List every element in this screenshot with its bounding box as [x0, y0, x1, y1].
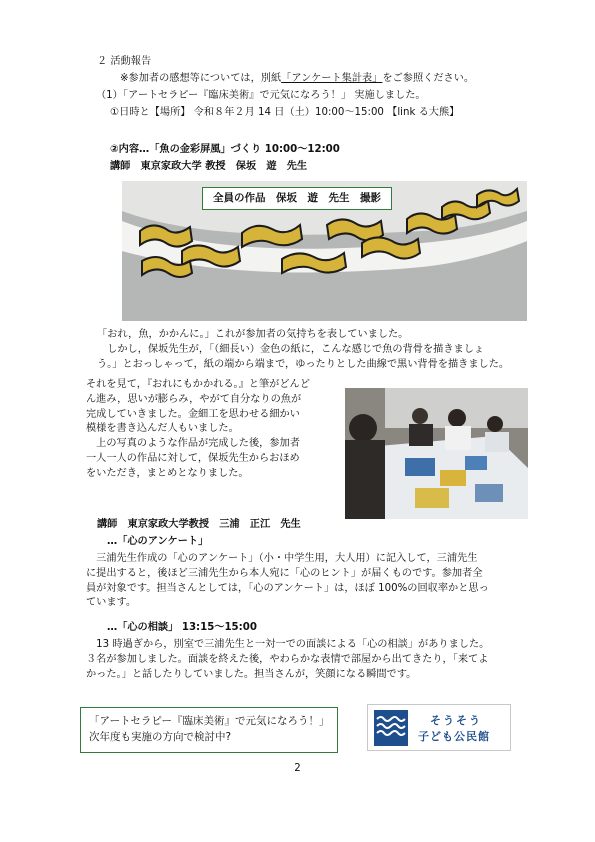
text-line: 一人一人の作品に対して，保坂先生からおほめ	[86, 452, 300, 464]
workshop-photo	[345, 388, 528, 519]
workshop-illustration	[345, 388, 528, 519]
text-line: ん進み，思いが膨らみ，やがて自分なりの魚が	[86, 393, 302, 405]
paragraph-consult	[86, 638, 489, 682]
page-number: 2	[294, 763, 301, 774]
next-year-notice	[80, 707, 338, 753]
notice-line-1: 「アートセラピー『臨床美術』で元気になろう！」	[89, 715, 330, 727]
text-line: 完成していきました。金細工を思わせる細かい	[86, 408, 300, 420]
notice-line-2: 次年度も実施の方向で検討中?	[89, 731, 232, 744]
text-line: しかし，保坂先生が，「（細長い）金色の紙に，こんな感じで魚の背骨を描きましょ	[97, 343, 485, 355]
text-line: ています。	[86, 597, 137, 609]
text-line: をいただき，まとめとなりました。	[86, 467, 249, 479]
artwork-photo	[122, 181, 527, 321]
text-line: それを見て，『おれにもかかれる。』と筆がどんど	[86, 379, 310, 390]
text-line: 13 時過ぎから，別室で三浦先生と一対一での面談による「心の相談」がありました。	[86, 639, 490, 650]
photo-caption: 全員の作品 保坂 遊 先生 撮影	[202, 187, 392, 210]
lecturer-miura: 講師 東京家政大学教授 三浦 正江 先生	[97, 519, 301, 530]
note-text-post: をご参照ください。	[382, 73, 475, 84]
logo-text-line-2: 子ども公民館	[418, 730, 490, 743]
text-line: ３名が参加しました。面談を終えた後，やわらかな表情で部屋から出てきたり，「来てよ	[86, 653, 489, 665]
text-line: に提出すると，後ほど三浦先生から本人宛に「心のヒント」が届くものです。参加者全	[86, 567, 483, 579]
event-heading: （1）「アートセラピー『臨床美術』で元気になろう！」 実施しました。	[96, 90, 426, 101]
lecturer-hosaka: 講師 東京家政大学 教授 保坂 遊 先生	[110, 161, 308, 172]
text-line: 「おれ，魚，かかんに。」これが参加者の気持ちを表していました。	[97, 329, 409, 340]
survey-heading: …「心のアンケート」	[107, 536, 209, 547]
schedule-line: ①日時と【場所】 令和８年２月 14 日（土）10:00～15:00 【link る大熊】	[110, 107, 460, 118]
section-title: ２ 活動報告	[97, 56, 152, 67]
paragraph-reaction	[97, 328, 509, 372]
wave-icon	[374, 710, 408, 746]
text-line: 模様を書き込んだ人もいました。	[86, 423, 239, 435]
reference-note	[120, 72, 474, 87]
survey-sheet-link: 「アンケート集計表」	[281, 73, 383, 84]
logo-text-line-1: そうそう	[430, 714, 482, 727]
paragraph-survey	[86, 552, 489, 611]
text-line: 員が対象です。担当さんとしては，「心のアンケート」は，ほぼ 100%の回収率かと思っ	[86, 582, 489, 594]
text-line: 三浦先生作成の「心のアンケート」（小・中学生用，大人用）に記入して，三浦先生	[86, 553, 478, 564]
community-center-logo	[367, 704, 511, 751]
consult-heading: …「心の相談」 13:15～15:00	[107, 622, 257, 633]
paragraph-creation	[86, 378, 310, 481]
text-line: 上の写真のような作品が完成した後，参加者	[86, 438, 300, 450]
note-text-pre: ※参加者の感想等については，別紙	[120, 73, 282, 84]
text-line: かった。」と話したりしていました。担当さんが，笑顔になる瞬間です。	[86, 668, 417, 680]
text-line: う。」とおっしゃって，紙の端から端まで，ゆったりとした曲線で黒い背骨を描きました。	[97, 358, 510, 370]
content-line: ②内容…「魚の金彩屏風」づくり 10:00～12:00	[110, 144, 340, 155]
